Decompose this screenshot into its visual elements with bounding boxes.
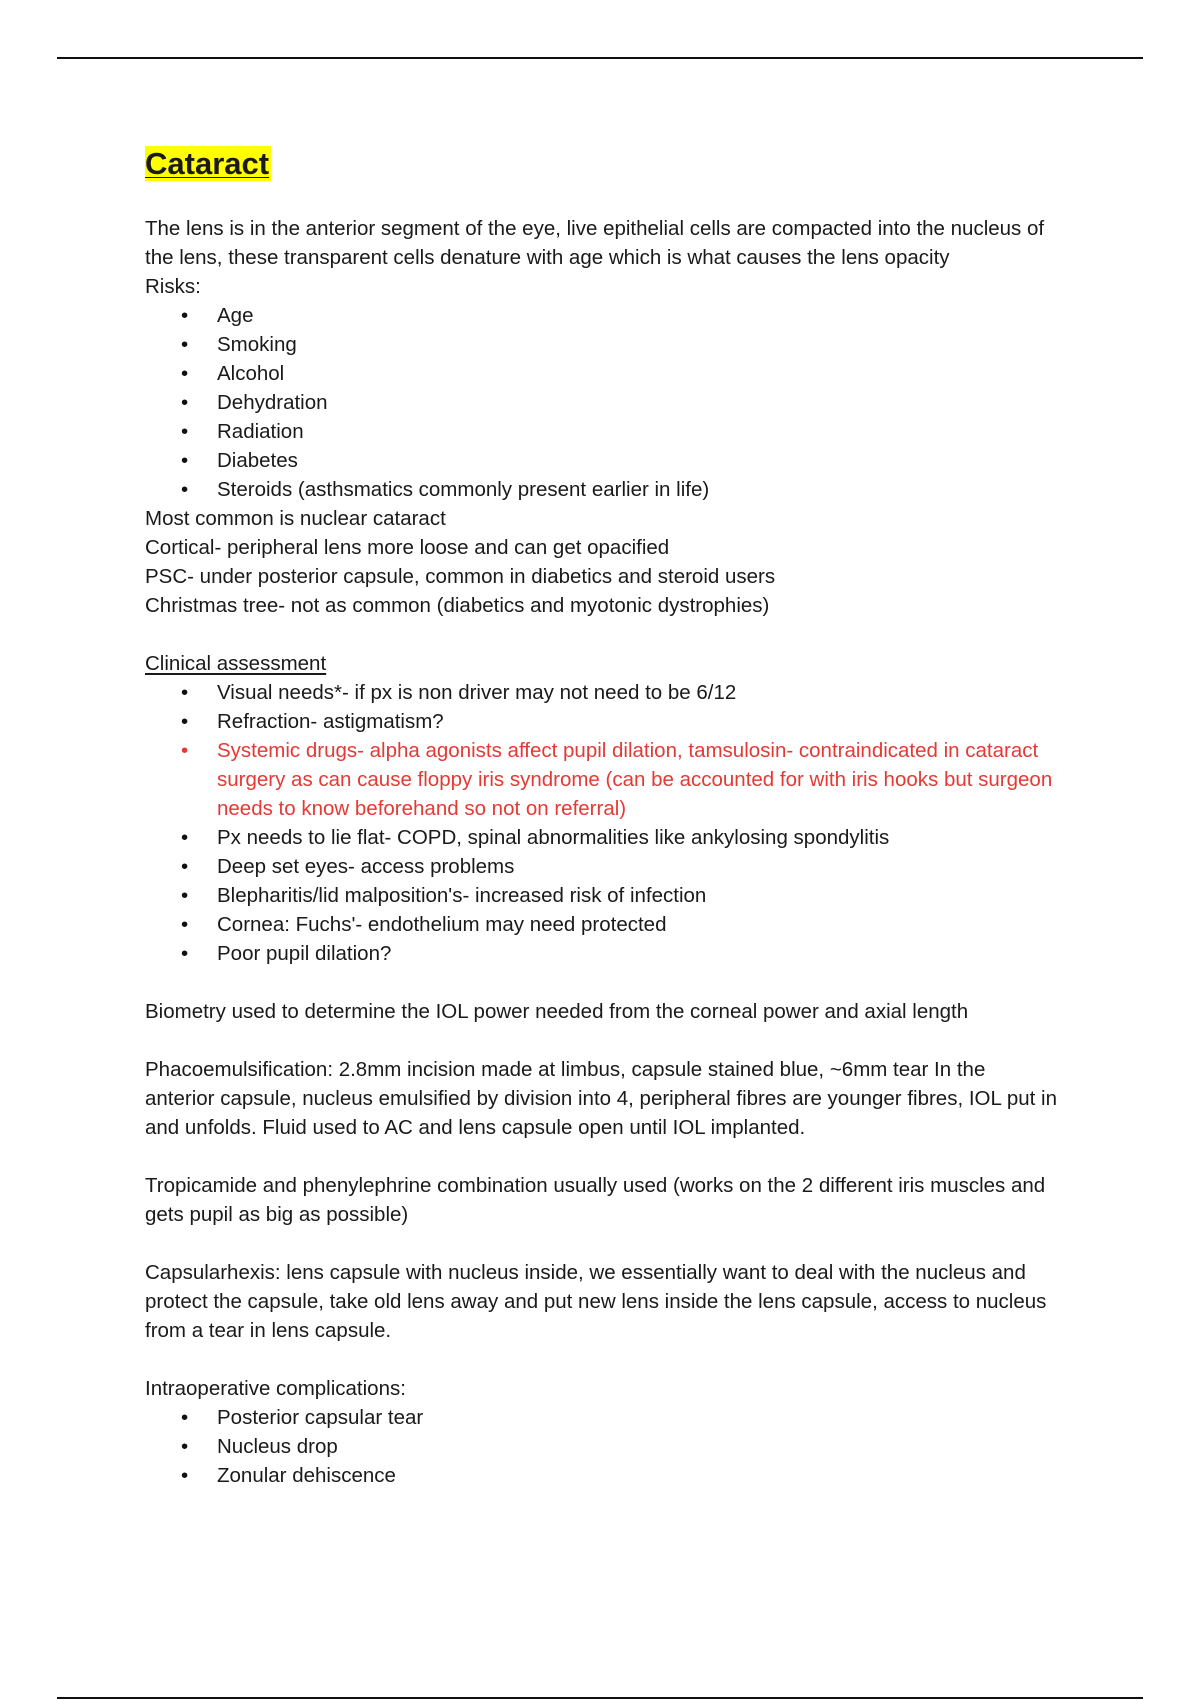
list-item: • Radiation <box>145 417 1060 446</box>
list-item: • Steroids (asthsmatics commonly present earlier in life) <box>145 475 1060 504</box>
phaco-paragraph: Phacoemulsification: 2.8mm incision made at limbus, capsule stained blue, ~6mm tear In the anterior capsule, nucleus emulsified by division into 4, peripheral fibres are younger fibres, IOL put in and unfolds. Fluid used to AC and lens capsule open until IOL implanted. <box>145 1058 1057 1139</box>
list-item-warning: • Systemic drugs- alpha agonists affect pupil dilation, tamsulosin- contraindicated in cataract surgery as can cause floppy iris syndrome (can be accounted for with iris hooks but surgeon needs to know beforehand so not on referral) <box>145 736 1060 823</box>
biometry-paragraph: Biometry used to determine the IOL power needed from the corneal power and axial length <box>145 1000 969 1023</box>
list-item: • Refraction- astigmatism? <box>145 707 1060 736</box>
list-item: • Blepharitis/lid malposition's- increased risk of infection <box>145 881 1060 910</box>
list-item: • Px needs to lie flat- COPD, spinal abnormalities like ankylosing spondylitis <box>145 823 1060 852</box>
list-item: • Posterior capsular tear <box>145 1403 1060 1432</box>
spacer <box>145 968 1060 997</box>
list-item: • Zonular dehiscence <box>145 1461 1060 1490</box>
list-item: • Visual needs*- if px is non driver may not need to be 6/12 <box>145 678 1060 707</box>
spacer <box>145 1026 1060 1055</box>
list-item: • Nucleus drop <box>145 1432 1060 1461</box>
cataract-type-line: Cortical- peripheral lens more loose and can get opacified <box>145 536 670 559</box>
spacer <box>145 1142 1060 1171</box>
header-rule <box>57 57 1143 59</box>
complications-list <box>145 1403 1060 1490</box>
risks-list <box>145 301 1060 504</box>
list-item: • Smoking <box>145 330 1060 359</box>
list-item: • Deep set eyes- access problems <box>145 852 1060 881</box>
cataract-type-line: Christmas tree- not as common (diabetics and myotonic dystrophies) <box>145 594 770 617</box>
cataract-type-line: PSC- under posterior capsule, common in diabetics and steroid users <box>145 565 776 588</box>
clinical-list <box>145 678 1060 968</box>
risks-label: Risks: <box>145 275 201 298</box>
list-item: • Dehydration <box>145 388 1060 417</box>
list-item: • Alcohol <box>145 359 1060 388</box>
list-item: • Cornea: Fuchs'- endothelium may need protected <box>145 910 1060 939</box>
capsularhexis-paragraph: Capsularhexis: lens capsule with nucleus inside, we essentially want to deal with the nucleus and protect the capsule, take old lens away and put new lens inside the lens capsule, access to nucleus from a tear in lens capsule. <box>145 1261 1047 1342</box>
list-item: • Diabetes <box>145 446 1060 475</box>
list-item: • Poor pupil dilation? <box>145 939 1060 968</box>
page-title <box>145 143 1060 185</box>
tropicamide-paragraph: Tropicamide and phenylephrine combination usually used (works on the 2 different iris muscles and gets pupil as big as possible) <box>145 1174 1046 1226</box>
spacer <box>145 1229 1060 1258</box>
title-highlight: Cataract <box>145 146 270 181</box>
document-body <box>145 143 1060 1490</box>
list-item: • Age <box>145 301 1060 330</box>
complications-label: Intraoperative complications: <box>145 1377 406 1400</box>
footer-rule <box>57 1697 1143 1699</box>
intro-paragraph: The lens is in the anterior segment of the eye, live epithelial cells are compacted into the nucleus of the lens, these transparent cells denature with age which is what causes the lens opacity <box>145 217 1045 269</box>
cataract-type-line: Most common is nuclear cataract <box>145 507 446 530</box>
spacer <box>145 1345 1060 1374</box>
spacer <box>145 620 1060 649</box>
clinical-assessment-heading: Clinical assessment <box>145 652 327 675</box>
